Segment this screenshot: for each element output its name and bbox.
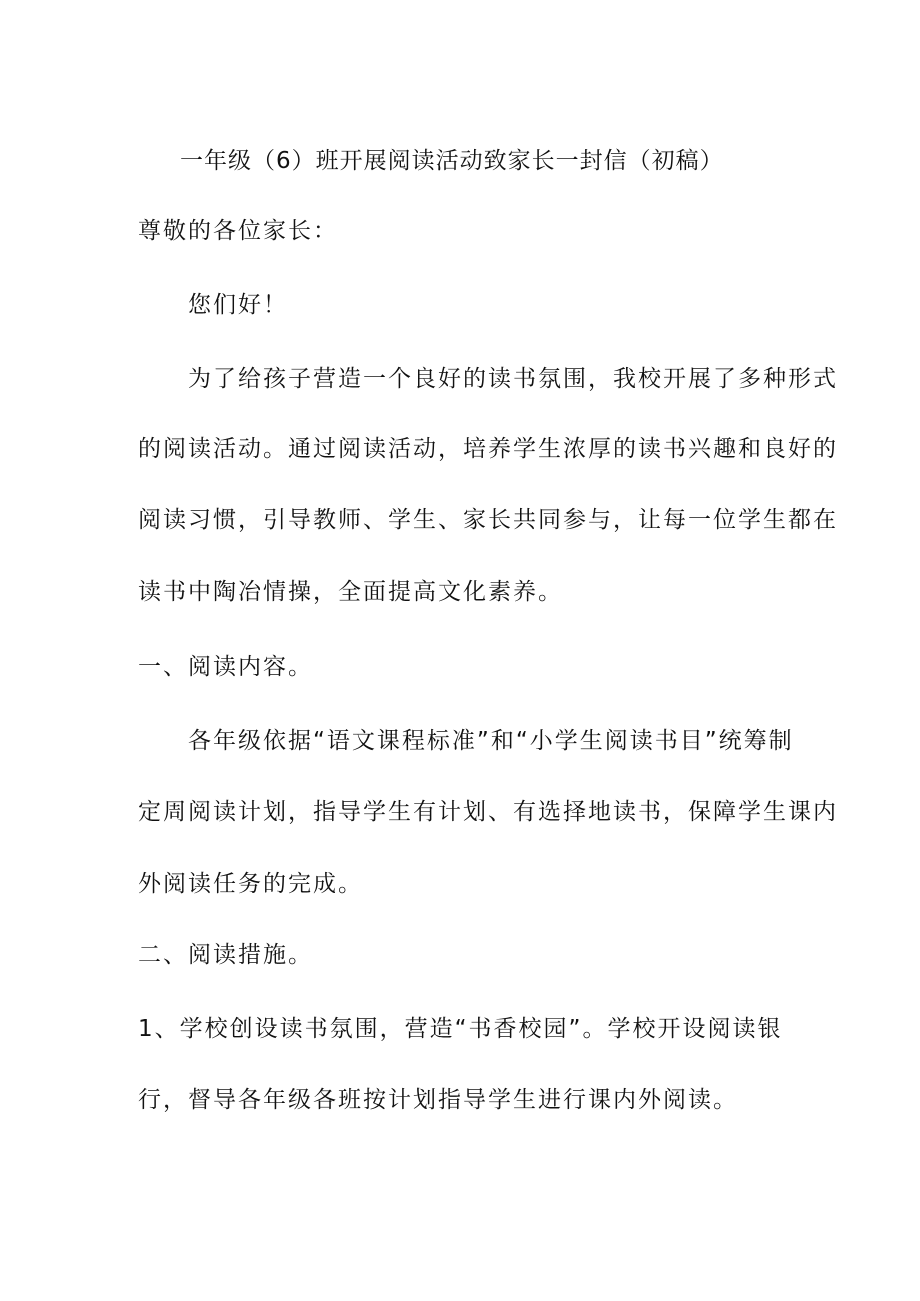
section2-line-1: 1、学校创设读书氛围，营造“书香校园”。学校开设阅读银 [138,1016,783,1042]
intro-line-3: 阅读习惯，引导教师、学生、家长共同参与，让每一位学生都在 [138,507,838,533]
document-title: 一年级（6）班开展阅读活动致家长一封信（初稿） [180,148,724,174]
intro-line-2: 的阅读活动。通过阅读活动，培养学生浓厚的读书兴趣和良好的 [138,436,838,462]
section1-line-1: 各年级依据“语文课程标准”和“小学生阅读书目”统筹制 [188,728,794,754]
section1-heading: 一、阅读内容。 [138,654,313,680]
intro-line-4: 读书中陶冶情操，全面提高文化素养。 [138,579,563,605]
greeting: 您们好！ [188,292,288,318]
intro-line-1: 为了给孩子营造一个良好的读书氛围，我校开展了多种形式 [188,366,838,392]
section2-line-2: 行，督导各年级各班按计划指导学生进行课内外阅读。 [138,1087,738,1113]
section2-heading: 二、阅读措施。 [138,942,313,968]
section1-line-2: 定周阅读计划，指导学生有计划、有选择地读书，保障学生课内 [138,799,838,825]
salutation: 尊敬的各位家长： [138,218,338,244]
section1-line-3: 外阅读任务的完成。 [138,871,363,897]
